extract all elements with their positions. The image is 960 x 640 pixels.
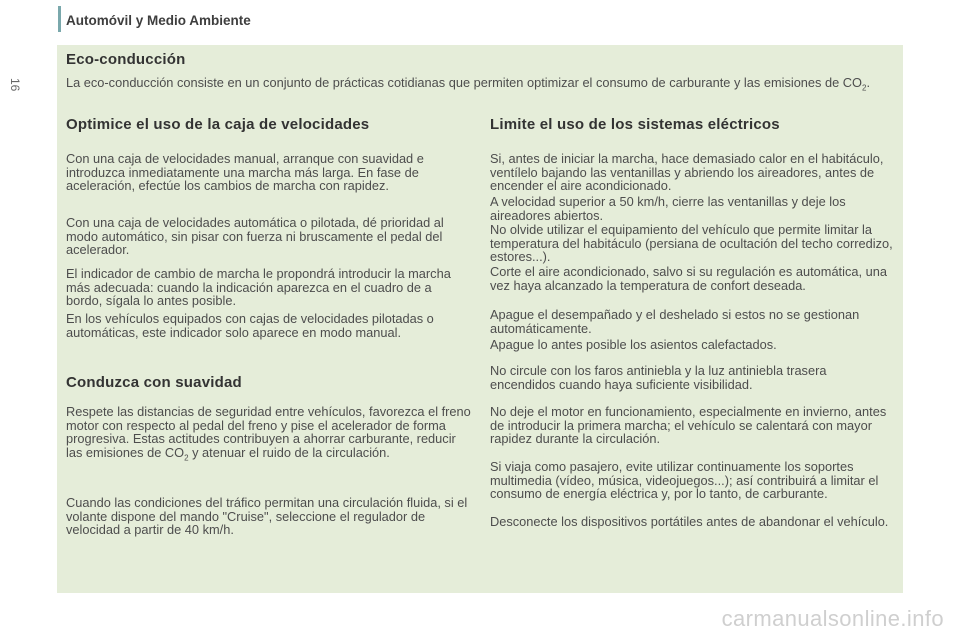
gearbox-paragraph-3: El indicador de cambio de marcha le propondrá introducir la marcha más adecuada: cuando la indicación aparezca en el cuadro de a bordo, sígala lo antes posible. <box>66 266 451 309</box>
smooth-paragraph-1-subscript: 2 <box>184 453 189 463</box>
eco-intro-end: . <box>866 75 870 90</box>
section-title-smooth: Conduzca con suavidad <box>66 374 242 391</box>
electric-paragraph-4: Corte el aire acondicionado, salvo si su regulación es automática, una vez haya alcanzado la temperatura de confort deseada. <box>490 264 887 293</box>
gearbox-paragraph-4: En los vehículos equipados con cajas de velocidades pilotadas o automáticas, este indicador solo aparece en modo manual. <box>66 311 434 340</box>
header-accent-bar <box>58 6 61 32</box>
section-title-electric: Limite el uso de los sistemas eléctricos <box>490 116 780 133</box>
section-title-gearbox: Optimice el uso de la caja de velocidades <box>66 116 370 133</box>
smooth-paragraph-1-end: y atenuar el ruido de la circulación. <box>188 444 390 460</box>
electric-paragraph-9: Si viaja como pasajero, evite utilizar continuamente los soportes multimedia (vídeo, música, videojuegos...); así contribuirá a limitar el consumo de energía eléctrica y, por lo tanto, de carburante. <box>490 459 879 502</box>
gearbox-paragraph-2: Con una caja de velocidades automática o pilotada, dé prioridad al modo automático, sin pisar con fuerza ni bruscamente el pedal del acelerador. <box>66 215 444 258</box>
smooth-paragraph-1 <box>66 404 471 463</box>
smooth-paragraph-1-text: Respete las distancias de seguridad entre vehículos, favorezca el freno motor con respecto al pedal del freno y pise el acelerador de forma progresiva. Estas actitudes contribuyen a ahorrar carburante, reducir las emisiones de CO <box>66 404 471 460</box>
eco-intro-text: La eco-conducción consiste en un conjunto de prácticas cotidianas que permiten optimizar el consumo de carburante y las emisiones de CO <box>66 75 862 90</box>
eco-intro-subscript: 2 <box>861 83 867 93</box>
electric-paragraph-8: No deje el motor en funcionamiento, especialmente en invierno, antes de introducir la primera marcha; el vehículo se calentará con mayor rapidez durante la circulación. <box>490 404 887 447</box>
electric-paragraph-7: No circule con los faros antiniebla y la luz antiniebla trasera encendidos cuando haya suficiente visibilidad. <box>490 363 827 392</box>
electric-paragraph-10: Desconecte los dispositivos portátiles antes de abandonar el vehículo. <box>490 514 889 529</box>
smooth-paragraph-2: Cuando las condiciones del tráfico permitan una circulación fluida, si el volante dispone del mando "Cruise", seleccione el regulador de velocidad a partir de 40 km/h. <box>66 495 468 538</box>
electric-paragraph-3: No olvide utilizar el equipamiento del vehículo que permite limitar la temperatura del habitáculo (persiana de ocultación del techo corredizo, estores...). <box>490 222 893 265</box>
electric-paragraph-1: Si, antes de iniciar la marcha, hace demasiado calor en el habitáculo, ventílelo bajando las ventanillas y abriendo los aireadores, antes de encender el aire acondicionado. <box>490 151 884 194</box>
electric-paragraph-5: Apague el desempañado y el deshelado si estos no se gestionan automáticamente. <box>490 307 860 336</box>
eco-intro <box>66 75 896 93</box>
watermark: carmanualsonline.info <box>721 606 944 631</box>
section-title-eco: Eco-conducción <box>66 51 186 68</box>
electric-paragraph-6: Apague lo antes posible los asientos calefactados. <box>490 337 777 352</box>
gearbox-paragraph-1: Con una caja de velocidades manual, arranque con suavidad e introduzca inmediatamente una marcha más larga. En fase de aceleración, efectúe los cambios de marcha con rapidez. <box>66 151 424 194</box>
electric-paragraph-2: A velocidad superior a 50 km/h, cierre las ventanillas y deje los aireadores abiertos. <box>490 194 846 223</box>
page-header: Automóvil y Medio Ambiente <box>66 13 251 28</box>
page-number: 16 <box>8 78 22 92</box>
